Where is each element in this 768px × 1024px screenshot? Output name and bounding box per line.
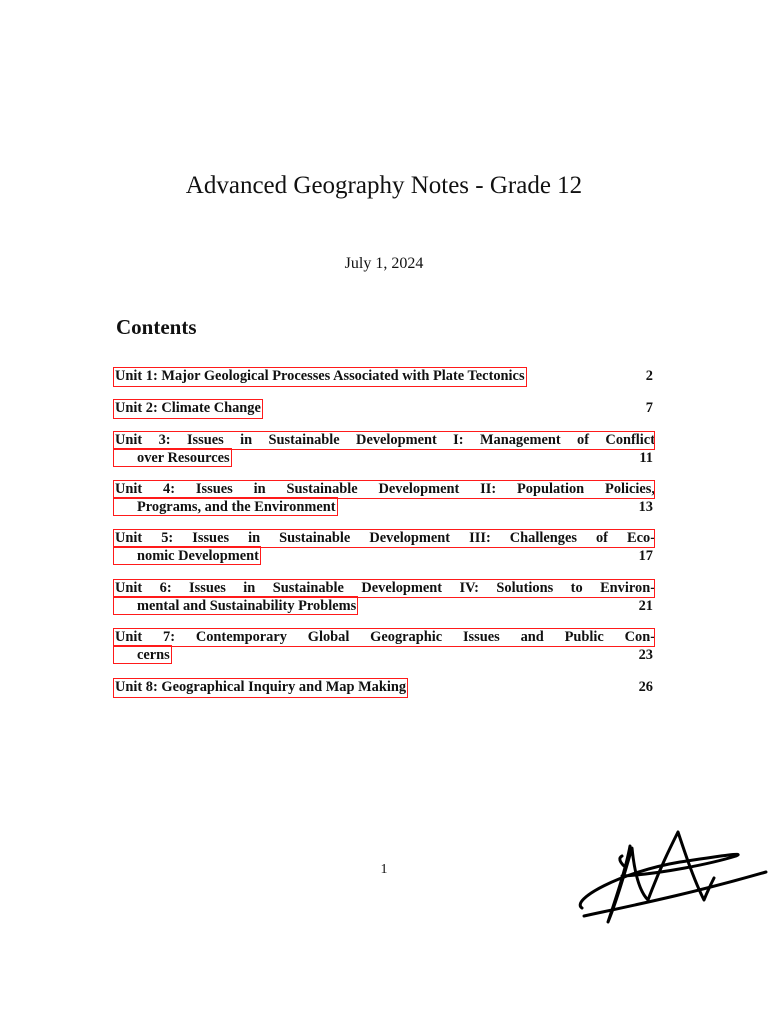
toc-entry-label[interactable]: Unit 5: Issues in Sustainable Development III: Challenges of Eco- xyxy=(115,530,655,546)
toc-entry[interactable] xyxy=(113,400,655,418)
toc-entry-label[interactable]: Unit 7: Contemporary Global Geographic Issues and Public Con- xyxy=(115,629,655,645)
toc-entry-page-number[interactable]: 7 xyxy=(645,400,653,416)
toc-entry-page-number[interactable]: 2 xyxy=(645,368,653,384)
contents-heading: Contents xyxy=(116,315,197,339)
toc-entry-label[interactable]: Programs, and the Environment xyxy=(137,498,336,515)
toc-entry-page-number[interactable]: 17 xyxy=(638,547,653,564)
toc-entry-label[interactable]: Unit 1: Major Geological Processes Associated with Plate Tectonics xyxy=(115,368,525,384)
toc-entry-label[interactable]: cerns xyxy=(137,646,170,663)
toc-entry-label[interactable]: Unit 2: Climate Change xyxy=(115,400,261,416)
toc-entry[interactable] xyxy=(113,580,655,615)
toc-entry[interactable] xyxy=(113,432,655,467)
page-number: 1 xyxy=(380,862,388,877)
toc-entry-label[interactable]: Unit 6: Issues in Sustainable Development IV: Solutions to Environ- xyxy=(115,580,655,596)
handwritten-signature xyxy=(560,828,768,932)
toc-entry-label[interactable]: mental and Sustainability Problems xyxy=(137,597,357,614)
toc-entry-label[interactable]: Unit 8: Geographical Inquiry and Map Making xyxy=(115,679,407,695)
toc-entry-page-number[interactable]: 13 xyxy=(638,498,653,515)
toc-entry-label[interactable]: Unit 4: Issues in Sustainable Development II: Population Policies, xyxy=(115,481,655,497)
toc-entry[interactable] xyxy=(113,368,655,386)
toc-entry[interactable] xyxy=(113,481,655,516)
toc-entry-label[interactable]: over Resources xyxy=(137,449,230,466)
toc-entry-label[interactable]: nomic Development xyxy=(137,547,259,564)
toc-entry[interactable] xyxy=(113,530,655,565)
toc-entry-page-number[interactable]: 11 xyxy=(639,449,653,466)
toc-entry-page-number[interactable]: 26 xyxy=(638,679,653,695)
toc-entry[interactable] xyxy=(113,679,655,697)
toc-entry-page-number[interactable]: 23 xyxy=(638,646,653,663)
toc-entry-page-number[interactable]: 21 xyxy=(638,597,653,614)
toc-entry-label[interactable]: Unit 3: Issues in Sustainable Development I: Management of Conflict xyxy=(115,432,655,448)
document-title: Advanced Geography Notes - Grade 12 xyxy=(185,172,583,199)
toc-entry[interactable] xyxy=(113,629,655,664)
document-date: July 1, 2024 xyxy=(344,255,424,272)
